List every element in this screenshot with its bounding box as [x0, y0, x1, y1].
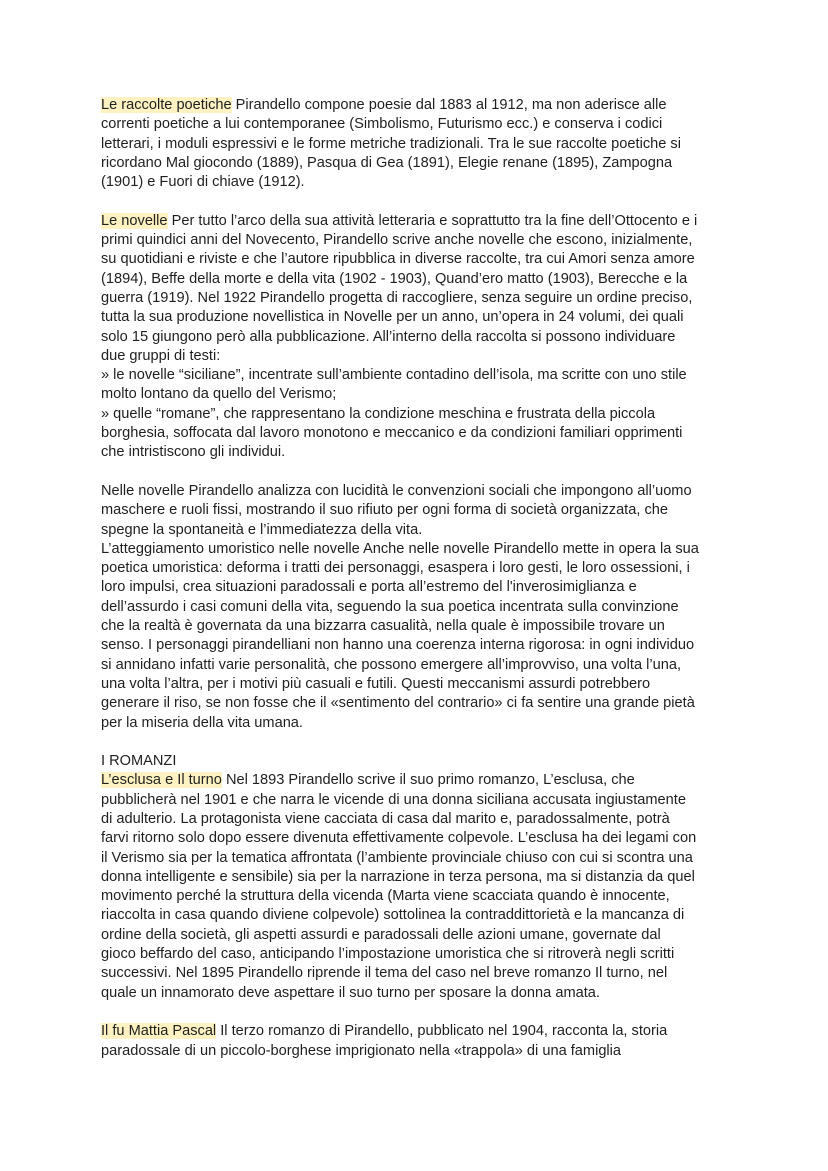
text-line: » le novelle “siciliane”, incentrate sull’ambiente contadino dell’isola, ma scritte con uno stile	[101, 367, 687, 384]
text-line: senso. I personaggi pirandelliani non hanno una coerenza interna rigorosa: in ogni individuo	[101, 637, 695, 654]
text-line: si annidano infatti varie personalità, che possono emergere all’improvviso, una volta l’una,	[101, 656, 682, 673]
text-line: L’atteggiamento umoristico nelle novelle Anche nelle novelle Pirandello mette in opera la sua	[101, 540, 699, 557]
text-line: il Verismo sia per la tematica affrontata (l’ambiente provinciale chiuso con cui si scontra una	[101, 849, 693, 866]
text-line: ordine della società, gli aspetti assurdi e paradossali delle azioni umane, governate dal	[101, 926, 661, 943]
text-line: » quelle “romane”, che rappresentano la condizione meschina e frustrata della piccola	[101, 405, 656, 422]
paragraph-romanzi	[101, 752, 741, 1003]
text-line: che la realtà è governata da una bizzarra casualità, nella quale è impossibile trovare un	[101, 618, 665, 635]
text-line: Nel 1893 Pirandello scrive il suo primo romanzo, L’esclusa, che	[221, 772, 635, 789]
text-line: generare il riso, se non fosse che il «sentimento del contrario» ci fa sentire una grande pietà	[101, 695, 695, 712]
text-line: gioco beffardo del caso, anticipando l’impostazione umoristica che si ritroverà negli scritti	[101, 946, 675, 963]
text-line: su quotidiani e riviste e che l’autore ripubblica in diverse raccolte, tra cui Amori senza amore	[101, 251, 695, 268]
text-line: donna intelligente e sensibile) sia per la narrazione in terza persona, ma si distanzia da quel	[101, 868, 695, 885]
text-line: farvi ritorno solo dopo essere divenuta effettivamente colpevole. L’esclusa ha dei legami con	[101, 830, 697, 847]
text-line: pubblicherà nel 1901 e che narra le vicende di una donna siciliana accusata ingiustamente	[101, 791, 686, 808]
text-line: dell’assurdo i casi comuni della vita, seguendo la sua poetica incentrata sulla convinzione	[101, 598, 679, 615]
text-line: due gruppi di testi:	[101, 347, 221, 364]
text-line: Pirandello compone poesie dal 1883 al 1912, ma non aderisce alle	[231, 97, 667, 113]
paragraph-mattia-pascal	[101, 1022, 741, 1061]
text-line: primi quindici anni del Novecento, Pirandello scrive anche novelle che escono, inizialmente,	[101, 232, 693, 249]
text-line: successivi. Nel 1895 Pirandello riprende il tema del caso nel breve romanzo Il turno, nel	[101, 965, 668, 982]
text-line: loro impulsi, crea situazioni paradossali e porta all’estremo del l'inverosimiglianza e	[101, 579, 637, 596]
paragraph-novelle	[101, 212, 741, 463]
text-line: Nelle novelle Pirandello analizza con lucidità le convenzioni sociali che impongono all’uomo	[101, 482, 692, 499]
paragraph-raccolte-poetiche	[101, 96, 741, 192]
text-line: correnti poetiche a lui contemporanee (Simbolismo, Futurismo ecc.) e conserva i codici	[101, 116, 663, 133]
text-line: che intristiscono gli individui.	[101, 444, 286, 461]
text-line: maschere e ruoli fissi, mostrando il suo rifiuto per ogni forma di società organizzata, che	[101, 502, 668, 519]
text-line: spegne la spontaneità e l’immediatezza della vita.	[101, 521, 423, 538]
text-line: paradossale di un piccolo-borghese imprigionato nella «trappola» di una famiglia	[101, 1042, 622, 1059]
text-line: una volta l’altra, per i motivi più casuali e futili. Questi meccanismi assurdi potrebbero	[101, 675, 651, 692]
text-line: (1894), Beffe della morte e della vita (1902 - 1903), Quand’ero matto (1903), Berecche e la	[101, 270, 688, 287]
text-line: letterari, i moduli espressivi e le forme metriche tradizionali. Tra le sue raccolte poetiche si	[101, 135, 681, 152]
text-line: poetica umoristica: deforma i tratti dei personaggi, esaspera i loro gesti, le loro ossessioni, i	[101, 560, 690, 577]
text-line: solo 15 giungono però alla pubblicazione. All’interno della raccolta si possono individuare	[101, 328, 676, 345]
text-line: guerra (1919). Nel 1922 Pirandello progetta di raccogliere, senza seguire un ordine preciso,	[101, 289, 693, 306]
paragraph-spacer	[101, 192, 741, 211]
text-line: ricordano Mal giocondo (1889), Pasqua di Gea (1891), Elegie renane (1895), Zampogna	[101, 154, 673, 171]
text-line: molto lontano da quello del Verismo;	[101, 386, 337, 403]
text-line: riaccolta in casa quando diviene colpevole) sottolinea la contraddittorietà e la mancanza di	[101, 907, 685, 924]
text-line: movimento perché la struttura della vicenda (Marta viene scacciata quando è innocente,	[101, 888, 670, 905]
paragraph-spacer	[101, 733, 741, 752]
text-line: per la miseria della vita umana.	[101, 714, 303, 731]
heading-novelle: Le novelle	[101, 212, 168, 229]
paragraph-umorismo	[101, 482, 741, 733]
heading-mattia-pascal: Il fu Mattia Pascal	[101, 1023, 217, 1040]
document-page	[101, 96, 741, 1061]
paragraph-spacer	[101, 1003, 741, 1022]
text-line: tutta la sua produzione novellistica in Novelle per un anno, un’opera in 24 volumi, dei quali	[101, 309, 684, 326]
text-line: Per tutto l’arco della sua attività letteraria e soprattutto tra la fine dell’Ottocento e i	[167, 212, 698, 229]
text-line: Il terzo romanzo di Pirandello, pubblicato nel 1904, racconta la, storia	[216, 1023, 668, 1040]
text-line: borghesia, soffocata dal lavoro monotono e meccanico e da condizioni familiari opprimenti	[101, 425, 683, 442]
text-line: (1901) e Fuori di chiave (1912).	[101, 174, 305, 191]
section-title-romanzi: I ROMANZI	[101, 753, 177, 770]
text-line: di adulterio. La protagonista viene cacciata di casa dal marito e, paradossalmente, potrà	[101, 810, 670, 827]
paragraph-spacer	[101, 463, 741, 482]
text-line: quale un innamorato deve aspettare il suo turno per sposare la donna amata.	[101, 984, 600, 1001]
heading-esclusa-turno: L’esclusa e Il turno	[101, 772, 222, 789]
heading-raccolte-poetiche: Le raccolte poetiche	[101, 97, 232, 113]
